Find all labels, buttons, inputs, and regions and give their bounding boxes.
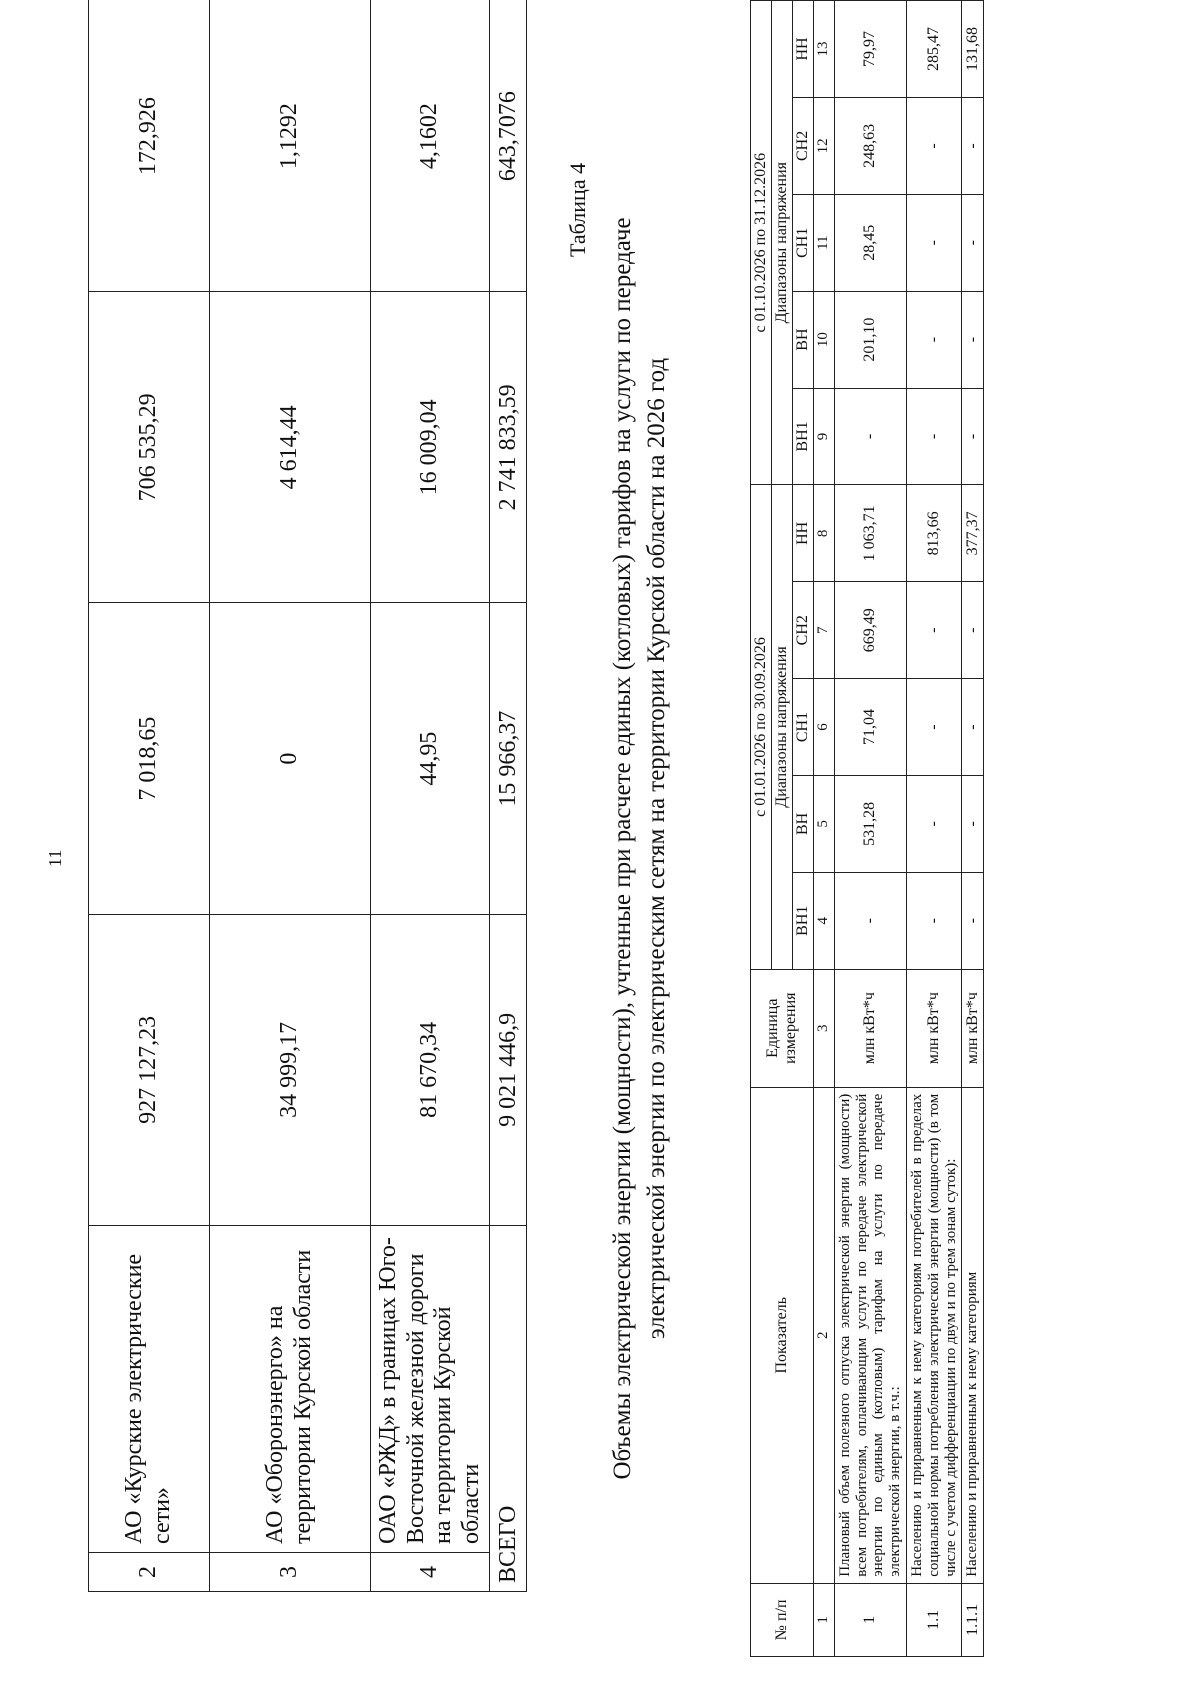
organization-name: АО «Курские электрические сети» — [89, 1226, 210, 1553]
header-indicator: Показатель — [751, 1087, 814, 1583]
value-cell: - — [962, 582, 984, 679]
header-level: ВН1 — [792, 388, 813, 485]
value-cell: 131,68 — [962, 1, 984, 98]
column-index: 9 — [813, 388, 834, 485]
column-index: 13 — [813, 1, 834, 98]
header-voltage-ranges: Диапазоны напряжения — [771, 485, 792, 969]
value-cell: 201,10 — [834, 291, 906, 388]
column-index: 3 — [813, 969, 834, 1087]
column-index: 1 — [813, 1583, 834, 1656]
unit-cell: млн кВт*ч — [834, 969, 906, 1087]
row-number: 4 — [371, 1553, 490, 1592]
row-number: 3 — [210, 1553, 371, 1592]
value-cell: - — [906, 97, 961, 194]
value-cell: 81 670,34 — [371, 914, 490, 1225]
title-line: Объемы электрической энергии (мощности), учтенные при расчете единых (котловых) тарифов на услуги по передаче — [609, 217, 636, 1480]
total-label: ВСЕГО — [490, 1226, 527, 1592]
table-title — [606, 0, 674, 1697]
header-level: СН2 — [792, 582, 813, 679]
header-level: ВН — [792, 291, 813, 388]
column-index: 5 — [813, 775, 834, 872]
total-value: 15 966,37 — [490, 603, 527, 914]
value-cell: - — [962, 97, 984, 194]
value-cell: 4,1602 — [371, 0, 490, 292]
value-cell: 285,47 — [906, 1, 961, 98]
column-index: 6 — [813, 679, 834, 776]
value-cell: - — [834, 388, 906, 485]
header-row — [751, 1, 772, 1657]
organization-name: ОАО «РЖД» в границах Юго-Восточной железной дороги на территории Курской области — [371, 1226, 490, 1553]
header-level: ВН — [792, 775, 813, 872]
header-num: № п/п — [751, 1583, 814, 1656]
row-number: 1 — [834, 1583, 906, 1656]
header-level: НН — [792, 485, 813, 582]
index-row — [813, 1, 834, 1657]
column-index: 10 — [813, 291, 834, 388]
column-index: 8 — [813, 485, 834, 582]
total-value: 643,7076 — [490, 0, 527, 292]
value-cell: - — [906, 291, 961, 388]
page-number: 11 — [45, 849, 65, 867]
value-cell: 706 535,29 — [89, 292, 210, 603]
row-number: 2 — [89, 1553, 210, 1592]
header-voltage-ranges: Диапазоны напряжения — [771, 1, 792, 485]
column-index: 11 — [813, 194, 834, 291]
value-cell: 248,63 — [834, 97, 906, 194]
value-cell: - — [962, 872, 984, 969]
unit-cell: млн кВт*ч — [962, 969, 984, 1087]
header-level: ВН1 — [792, 872, 813, 969]
value-cell: 377,37 — [962, 485, 984, 582]
row-number: 1.1 — [906, 1583, 961, 1656]
indicator-text: Плановый объем полезного отпуска электрической энергии (мощности) всем потребителям, оплачивающим услуги по передаче электрической энергии по единым (котловым) тарифам на услуги по передаче электрической энергии, в т.ч.: — [834, 1087, 906, 1583]
value-cell: - — [962, 388, 984, 485]
value-cell: 7 018,65 — [89, 603, 210, 914]
table-label: Таблица 4 — [565, 162, 590, 257]
value-cell: 927 127,23 — [89, 914, 210, 1225]
value-cell: - — [834, 872, 906, 969]
organization-name: АО «Оборонэнерго» на территории Курской области — [210, 1226, 371, 1553]
header-level: СН1 — [792, 194, 813, 291]
total-value: 2 741 833,59 — [490, 292, 527, 603]
value-cell: - — [962, 679, 984, 776]
value-cell: 71,04 — [834, 679, 906, 776]
value-cell: - — [962, 775, 984, 872]
header-level: СН1 — [792, 679, 813, 776]
value-cell: - — [906, 388, 961, 485]
indicator-text: Населению и приравненным к нему категориям потребителей в пределах социальной нормы потребления электрической энергии (мощности) (в том числе с учетом дифференциации по двум и по трем зонам суток): — [906, 1087, 961, 1583]
column-index: 4 — [813, 872, 834, 969]
value-cell: 16 009,04 — [371, 292, 490, 603]
value-cell: 0 — [210, 603, 371, 914]
table-row — [210, 0, 371, 1592]
header-level: НН — [792, 1, 813, 98]
value-cell: 28,45 — [834, 194, 906, 291]
volumes-table — [750, 0, 984, 1657]
table-row — [834, 1, 906, 1657]
column-index: 2 — [813, 1087, 834, 1583]
total-row — [490, 0, 527, 1592]
value-cell: 79,97 — [834, 1, 906, 98]
table-row — [371, 0, 490, 1592]
organizations-table — [88, 0, 527, 1592]
table-row — [89, 0, 210, 1592]
value-cell: 4 614,44 — [210, 292, 371, 603]
value-cell: 531,28 — [834, 775, 906, 872]
value-cell: - — [906, 194, 961, 291]
title-line: электрической энергии по электрическим сетям на территории Курской области на 2026 год — [642, 357, 670, 1340]
value-cell: - — [906, 679, 961, 776]
column-index: 12 — [813, 97, 834, 194]
header-level: СН2 — [792, 97, 813, 194]
header-period-2: с 01.10.2026 по 31.12.2026 — [751, 1, 772, 485]
value-cell: - — [962, 194, 984, 291]
table-row — [962, 1, 984, 1657]
value-cell: - — [906, 775, 961, 872]
unit-cell: млн кВт*ч — [906, 969, 961, 1087]
value-cell: - — [906, 872, 961, 969]
value-cell: 1 063,71 — [834, 485, 906, 582]
header-unit: Единица измерения — [751, 969, 814, 1087]
row-number: 1.1.1 — [962, 1583, 984, 1656]
value-cell: 172,926 — [89, 0, 210, 292]
column-index: 7 — [813, 582, 834, 679]
value-cell: - — [962, 291, 984, 388]
value-cell: 813,66 — [906, 485, 961, 582]
indicator-text: Населению и приравненным к нему категориям — [962, 1087, 984, 1583]
value-cell: 44,95 — [371, 603, 490, 914]
table-row — [906, 1, 961, 1657]
value-cell: 669,49 — [834, 582, 906, 679]
header-period-1: с 01.01.2026 по 30.09.2026 — [751, 485, 772, 969]
value-cell: 1,1292 — [210, 0, 371, 292]
value-cell: 34 999,17 — [210, 914, 371, 1225]
value-cell: - — [906, 582, 961, 679]
total-value: 9 021 446,9 — [490, 914, 527, 1225]
